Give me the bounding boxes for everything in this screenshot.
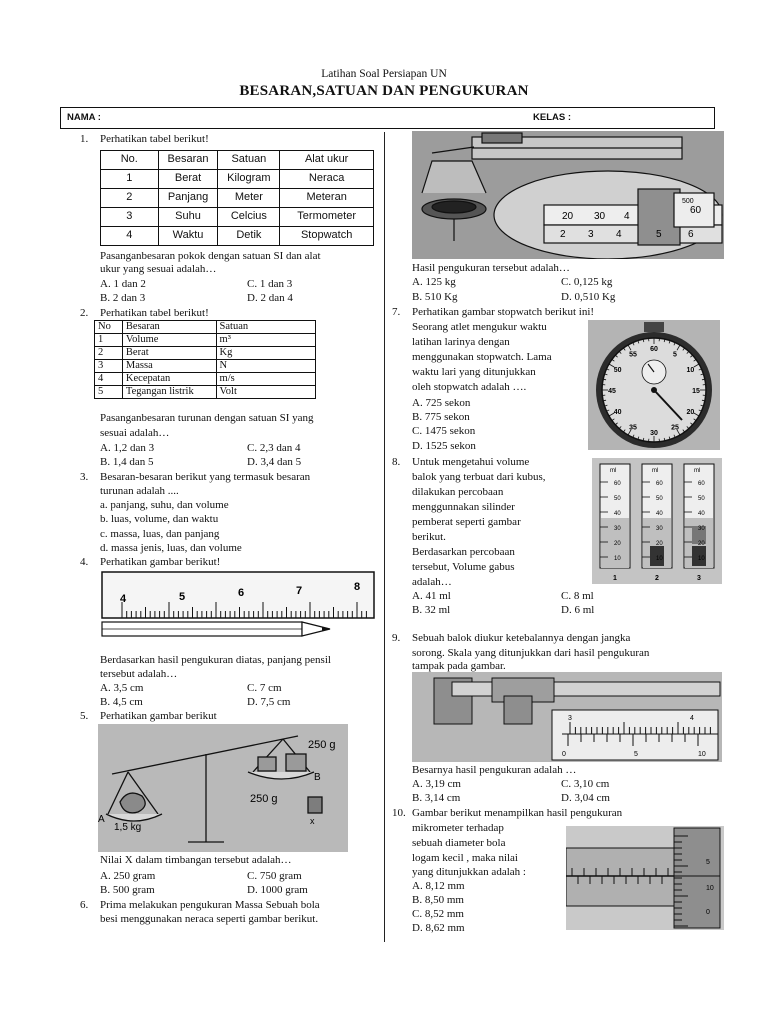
q9-option-c[interactable]: C. 3,10 cm: [561, 778, 610, 790]
cell: Suhu: [158, 208, 218, 227]
table-row: [101, 227, 374, 246]
cylinder-scale-label: 50: [698, 496, 705, 502]
nama-label: NAMA :: [67, 112, 101, 123]
q9-option-a[interactable]: A. 3,19 cm: [412, 778, 461, 790]
q1-table: [100, 150, 374, 246]
cylinder-unit: ml: [652, 468, 659, 474]
cell: Celcius: [218, 208, 280, 227]
q1-h3: Alat ukur: [280, 151, 374, 170]
cylinder-scale-label: 10: [656, 556, 663, 562]
q1-stem-1: Pasanganbesaran pokok dengan satuan SI dan alat: [100, 250, 321, 262]
q6-line-1: Prima melakukan pengukuran Massa Sebuah bola: [100, 899, 320, 911]
dial-label: 10: [686, 367, 695, 374]
q6-option-a[interactable]: A. 125 kg: [412, 276, 456, 288]
q5-option-b[interactable]: B. 500 gram: [100, 884, 155, 896]
q8-line-1: Untuk mengetahui volume: [412, 456, 530, 468]
cylinder-scale-label: 60: [698, 481, 705, 487]
weight-label-250-top: 250 g: [308, 739, 336, 751]
q7-option-b[interactable]: B. 775 sekon: [412, 411, 470, 423]
ruler-label-8: 8: [354, 581, 361, 593]
beam-label-4: 4: [624, 211, 630, 222]
q5-text: Perhatikan gambar berikut: [100, 710, 217, 722]
q10-option-d[interactable]: D. 8,62 mm: [412, 922, 465, 934]
table-row: [95, 386, 316, 399]
cell: Stopwatch: [280, 227, 374, 246]
q8-option-c[interactable]: C. 8 ml: [561, 590, 594, 602]
mass-label: 1,5 kg: [114, 822, 142, 833]
q2-h2: Satuan: [216, 321, 315, 334]
q8-line-9: adalah…: [412, 576, 452, 588]
page-title: BESARAN,SATUAN DAN PENGUKURAN: [239, 83, 529, 99]
cell: Panjang: [158, 189, 218, 208]
q2-number: 2.: [80, 307, 89, 319]
table-row: [95, 373, 316, 386]
q2-option-b[interactable]: B. 1,4 dan 5: [100, 456, 154, 468]
q9-line-1: Sebuah balok diukur ketebalannya dengan jangka: [412, 632, 631, 644]
table-row: [101, 208, 374, 227]
q3-option-b[interactable]: b. luas, volume, dan waktu: [100, 513, 219, 525]
beam-label-500: 500: [682, 198, 694, 205]
cylinder-number: 1: [613, 575, 617, 582]
q10-line-4: logam kecil , maka nilai: [412, 852, 518, 864]
cylinder-unit: ml: [610, 468, 617, 474]
stopwatch-figure: [588, 320, 720, 450]
q1-option-b[interactable]: B. 2 dan 3: [100, 292, 146, 304]
ruler-pencil-figure: [98, 570, 378, 650]
cell: 4: [101, 227, 159, 246]
beam-label-4b: 4: [616, 229, 622, 240]
cell: 2: [101, 189, 159, 208]
cell: N: [216, 360, 315, 373]
q1-stem-2: ukur yang sesuai adalah…: [100, 263, 217, 275]
vernier-caliper-figure: [412, 672, 722, 762]
q9-line-2: sorong. Skala yang ditunjukkan dari hasil pengukuran: [412, 647, 650, 659]
cylinder-scale-label: 40: [614, 511, 621, 517]
ruler-label-4: 4: [120, 593, 127, 605]
cylinder-scale-label: 20: [656, 541, 663, 547]
q7-option-c[interactable]: C. 1475 sekon: [412, 425, 476, 437]
cylinder-scale-label: 30: [614, 526, 621, 532]
q3-number: 3.: [80, 471, 89, 483]
dial-label: 60: [650, 346, 658, 353]
micro-label-10: 10: [706, 885, 714, 892]
cell: Waktu: [158, 227, 218, 246]
kelas-label: KELAS :: [533, 112, 571, 123]
q4-option-b[interactable]: B. 4,5 cm: [100, 696, 143, 708]
q8-line-2: balok yang terbuat dari kubus,: [412, 471, 546, 483]
ruler-label-5: 5: [179, 591, 186, 603]
q2-table: [94, 320, 316, 399]
cell: 4: [95, 373, 123, 386]
vernier-label-0: 0: [562, 751, 566, 758]
dial-label: 30: [650, 430, 658, 437]
balance-scale-figure: [98, 724, 348, 852]
cylinder-scale-label: 10: [698, 556, 705, 562]
cell: Kg: [216, 347, 315, 360]
q10-line-2: mikrometer terhadap: [412, 822, 504, 834]
q10-line-1: Gambar berikut menampilkan hasil pengukuran: [412, 807, 623, 819]
label-b: B: [314, 772, 321, 783]
cell: Volt: [216, 386, 315, 399]
q7-option-d[interactable]: D. 1525 sekon: [412, 440, 476, 452]
table-row: [101, 170, 374, 189]
ruler-label-6: 6: [238, 587, 245, 599]
q5-number: 5.: [80, 710, 89, 722]
dial-label: 15: [692, 388, 700, 395]
cell: Kecepatan: [122, 373, 216, 386]
q10-option-a[interactable]: A. 8,12 mm: [412, 880, 465, 892]
q8-line-7: Berdasarkan percobaan: [412, 546, 515, 558]
q2-h0: No: [95, 321, 123, 334]
q2-option-d[interactable]: D. 3,4 dan 5: [247, 456, 302, 468]
q8-option-b[interactable]: B. 32 ml: [412, 604, 451, 616]
table-row: [95, 347, 316, 360]
cell: Meteran: [280, 189, 374, 208]
ruler: [102, 572, 374, 618]
q6-stem: Hasil pengukuran tersebut adalah…: [412, 262, 570, 274]
cell: Detik: [218, 227, 280, 246]
q1-option-a[interactable]: A. 1 dan 2: [100, 278, 146, 290]
q6-number: 6.: [80, 899, 89, 911]
q7-line-2: latihan larinya dengan: [412, 336, 510, 348]
micrometer-figure: [566, 826, 724, 930]
q9-option-b[interactable]: B. 3,14 cm: [412, 792, 461, 804]
column-divider: [384, 132, 385, 942]
q4-option-a[interactable]: A. 3,5 cm: [100, 682, 144, 694]
q6-option-b[interactable]: B. 510 Kg: [412, 291, 458, 303]
q8-line-4: menggunnakan silinder: [412, 501, 515, 513]
cylinder-scale-label: 60: [656, 481, 663, 487]
q10-option-b[interactable]: B. 8,50 mm: [412, 894, 464, 906]
cylinder-scale-label: 60: [614, 481, 621, 487]
q8-line-8: tersebut, Volume gabus: [412, 561, 515, 573]
q2-option-c[interactable]: C. 2,3 dan 4: [247, 442, 301, 454]
q1-table-header: [101, 151, 374, 170]
q3-option-a[interactable]: a. panjang, suhu, dan volume: [100, 499, 229, 511]
q2-option-a[interactable]: A. 1,2 dan 3: [100, 442, 155, 454]
cell: Kilogram: [218, 170, 280, 189]
weight-label-250-bottom: 250 g: [250, 793, 278, 805]
cell: Tegangan listrik: [122, 386, 216, 399]
beam-label-30: 30: [594, 211, 606, 222]
dial-label: 40: [613, 409, 622, 416]
q7-line-5: oleh stopwatch adalah ….: [412, 381, 527, 393]
ruler-label-7: 7: [296, 585, 303, 597]
cylinder-scale-label: 20: [614, 541, 621, 547]
cell: m³: [216, 334, 315, 347]
cell: Termometer: [280, 208, 374, 227]
subtitle: Latihan Soal Persiapan UN: [321, 68, 447, 80]
q2-stem-1: Pasanganbesaran turunan dengan satuan SI yang: [100, 412, 314, 424]
vernier-label-10: 10: [698, 751, 706, 758]
dial-label: 50: [613, 367, 622, 374]
q1-h0: No.: [101, 151, 159, 170]
cylinder-scale-label: 50: [614, 496, 621, 502]
q3-line-2: turunan adalah ....: [100, 485, 179, 497]
cylinder-scale-label: 40: [656, 511, 663, 517]
cylinders-figure: [592, 458, 722, 584]
cell: m/s: [216, 373, 315, 386]
cylinder-scale-label: 40: [698, 511, 705, 517]
pencil: [102, 622, 330, 636]
cylinder-scale-label: 20: [698, 541, 705, 547]
dial-label: 25: [671, 424, 679, 432]
q7-text: Perhatikan gambar stopwatch berikut ini!: [412, 306, 595, 318]
q2-table-header: [95, 321, 316, 334]
q4-stem-2: tersebut adalah…: [100, 668, 178, 680]
dial-label: 35: [629, 424, 637, 432]
q10-option-c[interactable]: C. 8,52 mm: [412, 908, 464, 920]
q6-option-d[interactable]: D. 0,510 Kg: [561, 291, 616, 303]
table-row: [95, 334, 316, 347]
q5-option-a[interactable]: A. 250 gram: [100, 870, 156, 882]
vernier-label-5: 5: [634, 751, 638, 758]
beam-label-6: 6: [688, 229, 694, 240]
beam-label-60: 60: [690, 205, 702, 216]
q8-line-5: pemberat seperti gambar: [412, 516, 521, 528]
q9-line-3: tampak pada gambar.: [412, 660, 506, 672]
cell: Volume: [122, 334, 216, 347]
q10-number: 10.: [392, 807, 406, 819]
q4-option-d[interactable]: D. 7,5 cm: [247, 696, 291, 708]
cell: 1: [95, 334, 123, 347]
q1-option-c[interactable]: C. 1 dan 3: [247, 278, 293, 290]
q7-line-1: Seorang atlet mengukur waktu: [412, 321, 547, 333]
q9-number: 9.: [392, 632, 401, 644]
cell: Neraca: [280, 170, 374, 189]
q4-stem-1: Berdasarkan hasil pengukuran diatas, panjang pensil: [100, 654, 331, 666]
q1-text: Perhatikan tabel berikut!: [100, 133, 209, 145]
name-class-box: [60, 107, 715, 129]
label-x: x: [310, 816, 315, 826]
q1-option-d[interactable]: D. 2 dan 4: [247, 292, 293, 304]
q9-stem: Besarnya hasil pengukuran adalah …: [412, 764, 577, 776]
q7-number: 7.: [392, 306, 401, 318]
q5-option-d[interactable]: D. 1000 gram: [247, 884, 308, 896]
dial-label: 55: [629, 351, 637, 359]
cylinder-scale-label: 50: [656, 496, 663, 502]
beam-label-5: 5: [656, 229, 662, 240]
q6-option-c[interactable]: C. 0,125 kg: [561, 276, 613, 288]
cell: 5: [95, 386, 123, 399]
q6-line-2: besi menggunakan neraca seperti gambar berikut.: [100, 913, 319, 925]
q3-option-c[interactable]: c. massa, luas, dan panjang: [100, 528, 220, 540]
cell: Berat: [158, 170, 218, 189]
cell: 1: [101, 170, 159, 189]
q7-line-4: waktu lari yang ditunjukkan: [412, 366, 536, 378]
cell: 2: [95, 347, 123, 360]
cylinder-number: 2: [655, 575, 659, 582]
q2-text: Perhatikan tabel berikut!: [100, 307, 209, 319]
triple-beam-balance-figure: [412, 131, 724, 259]
cell: Berat: [122, 347, 216, 360]
q2-h1: Besaran: [122, 321, 216, 334]
q5-stem: Nilai X dalam timbangan tersebut adalah…: [100, 854, 292, 866]
q4-text: Perhatikan gambar berikut!: [100, 556, 221, 568]
cell: 3: [95, 360, 123, 373]
q4-option-c[interactable]: C. 7 cm: [247, 682, 282, 694]
q9-option-d[interactable]: D. 3,04 cm: [561, 792, 610, 804]
cylinder-unit: ml: [694, 468, 701, 474]
dial-label: 5: [673, 351, 677, 359]
q1-h1: Besaran: [158, 151, 218, 170]
q7-option-a[interactable]: A. 725 sekon: [412, 397, 471, 409]
vernier-label-4: 4: [690, 715, 694, 722]
micro-label-0: 0: [706, 909, 710, 916]
dial-label: 20: [686, 409, 695, 416]
label-a: A: [98, 814, 105, 825]
cell: 3: [101, 208, 159, 227]
q7-line-3: menggunakan stopwatch. Lama: [412, 351, 552, 363]
q8-option-d[interactable]: D. 6 ml: [561, 604, 595, 616]
beam-label-20: 20: [562, 211, 574, 222]
q1-h2: Satuan: [218, 151, 280, 170]
cylinder-scale-label: 30: [656, 526, 663, 532]
cylinder-scale-label: 10: [614, 556, 621, 562]
q8-number: 8.: [392, 456, 401, 468]
q1-number: 1.: [80, 133, 89, 145]
cell: Meter: [218, 189, 280, 208]
vernier-label-3: 3: [568, 715, 572, 722]
cylinder-number: 3: [697, 575, 701, 582]
beam-label-2: 2: [560, 229, 566, 240]
q2-stem-2: sesuai adalah…: [100, 427, 170, 439]
micro-label-5: 5: [706, 859, 710, 866]
q3-option-d[interactable]: d. massa jenis, luas, dan volume: [100, 542, 242, 554]
q4-number: 4.: [80, 556, 89, 568]
table-row: [95, 360, 316, 373]
beam-label-3: 3: [588, 229, 594, 240]
q10-line-3: sebuah diameter bola: [412, 837, 506, 849]
cylinder-scale-label: 30: [698, 526, 705, 532]
q10-line-5: yang ditunjukkan adalah :: [412, 866, 526, 878]
q8-option-a[interactable]: A. 41 ml: [412, 590, 451, 602]
q3-line-1: Besaran-besaran berikut yang termasuk besaran: [100, 471, 311, 483]
q5-option-c[interactable]: C. 750 gram: [247, 870, 302, 882]
q8-line-6: berikut.: [412, 531, 446, 543]
q8-line-3: dilakukan percobaan: [412, 486, 504, 498]
table-row: [101, 189, 374, 208]
dial-label: 45: [608, 388, 616, 395]
cell: Massa: [122, 360, 216, 373]
